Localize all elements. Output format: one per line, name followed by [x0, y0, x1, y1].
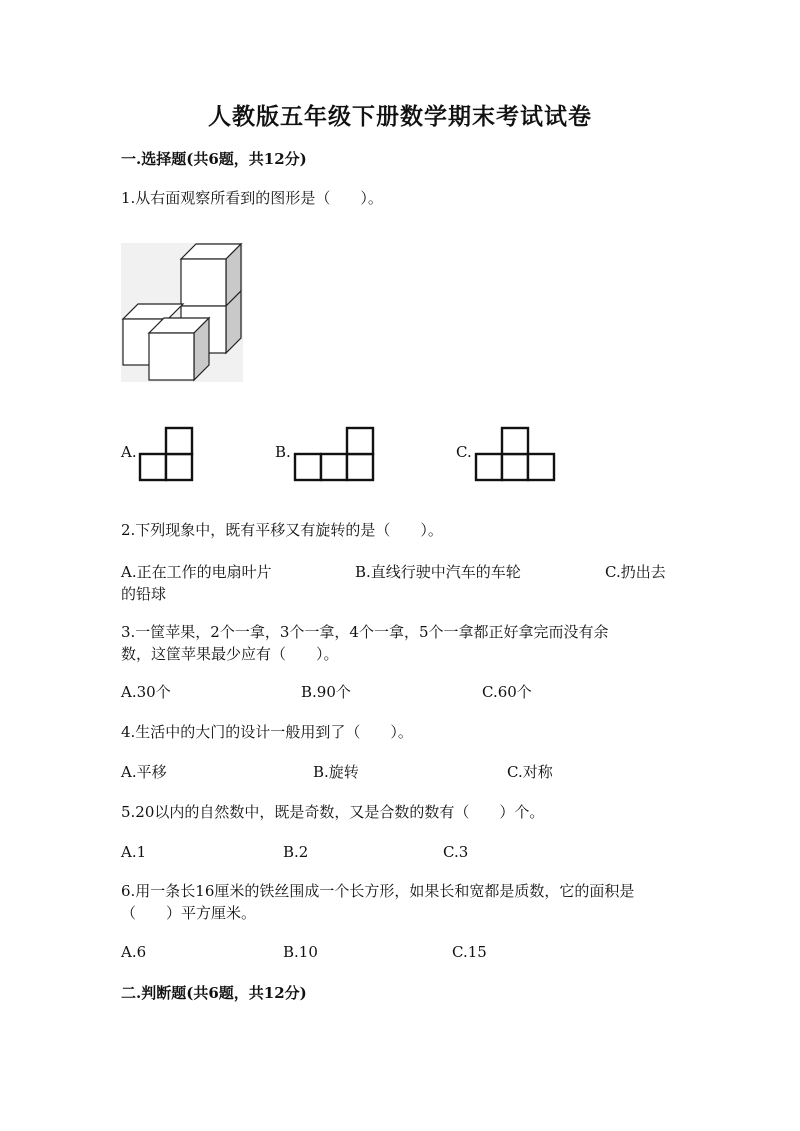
- question-1-text: 1.从右面观察所看到的图形是（ ）。: [121, 189, 383, 207]
- q5-option-c: C.3: [443, 843, 469, 861]
- q2-option-c: C.扔出去: [605, 563, 666, 581]
- page-title: 人教版五年级下册数学期末考试试卷: [208, 103, 592, 130]
- question-6-line1: 6.用一条长16厘米的铁丝围成一个长方形，如果长和宽都是质数，它的面积是: [121, 882, 635, 900]
- q1-option-b-shape: [293, 426, 375, 482]
- q5-option-a: A.1: [121, 843, 147, 861]
- q3-option-a: A.30个: [121, 683, 171, 701]
- q4-option-a: A.平移: [121, 763, 167, 781]
- question-2-text: 2.下列现象中，既有平移又有旋转的是（ ）。: [121, 521, 443, 539]
- question-4-text: 4.生活中的大门的设计一般用到了（ ）。: [121, 723, 413, 741]
- q1-option-c-shape: [474, 426, 556, 482]
- q4-option-c: C.对称: [507, 763, 553, 781]
- cube-stack-figure: [121, 243, 243, 382]
- q2-option-b: B.直线行驶中汽车的车轮: [355, 563, 521, 581]
- question-3-line1: 3.一筐苹果，2个一拿，3个一拿，4个一拿，5个一拿都正好拿完而没有余: [121, 623, 609, 641]
- q5-option-b: B.2: [283, 843, 309, 861]
- q2-option-a: A.正在工作的电扇叶片: [121, 563, 272, 581]
- q4-option-b: B.旋转: [313, 763, 359, 781]
- q1-option-b-label: B.: [275, 443, 291, 461]
- q3-option-c: C.60个: [482, 683, 532, 701]
- q6-option-b: B.10: [283, 943, 318, 961]
- q6-option-a: A.6: [121, 943, 147, 961]
- question-5-text: 5.20以内的自然数中，既是奇数，又是合数的数有（ ）个。: [121, 803, 545, 821]
- q1-option-a-shape: [138, 426, 194, 482]
- section-heading-choice: 一.选择题(共6题，共12分): [121, 150, 307, 168]
- q1-option-a-label: A.: [121, 443, 137, 461]
- q2-option-c-continuation: 的铅球: [121, 585, 167, 603]
- question-3-line2: 数，这筐苹果最少应有（ ）。: [121, 645, 339, 663]
- q1-option-c-label: C.: [456, 443, 472, 461]
- q3-option-b: B.90个: [301, 683, 351, 701]
- question-6-line2: （ ）平方厘米。: [121, 904, 257, 922]
- section-heading-judgement: 二.判断题(共6题，共12分): [121, 984, 307, 1002]
- q6-option-c: C.15: [452, 943, 487, 961]
